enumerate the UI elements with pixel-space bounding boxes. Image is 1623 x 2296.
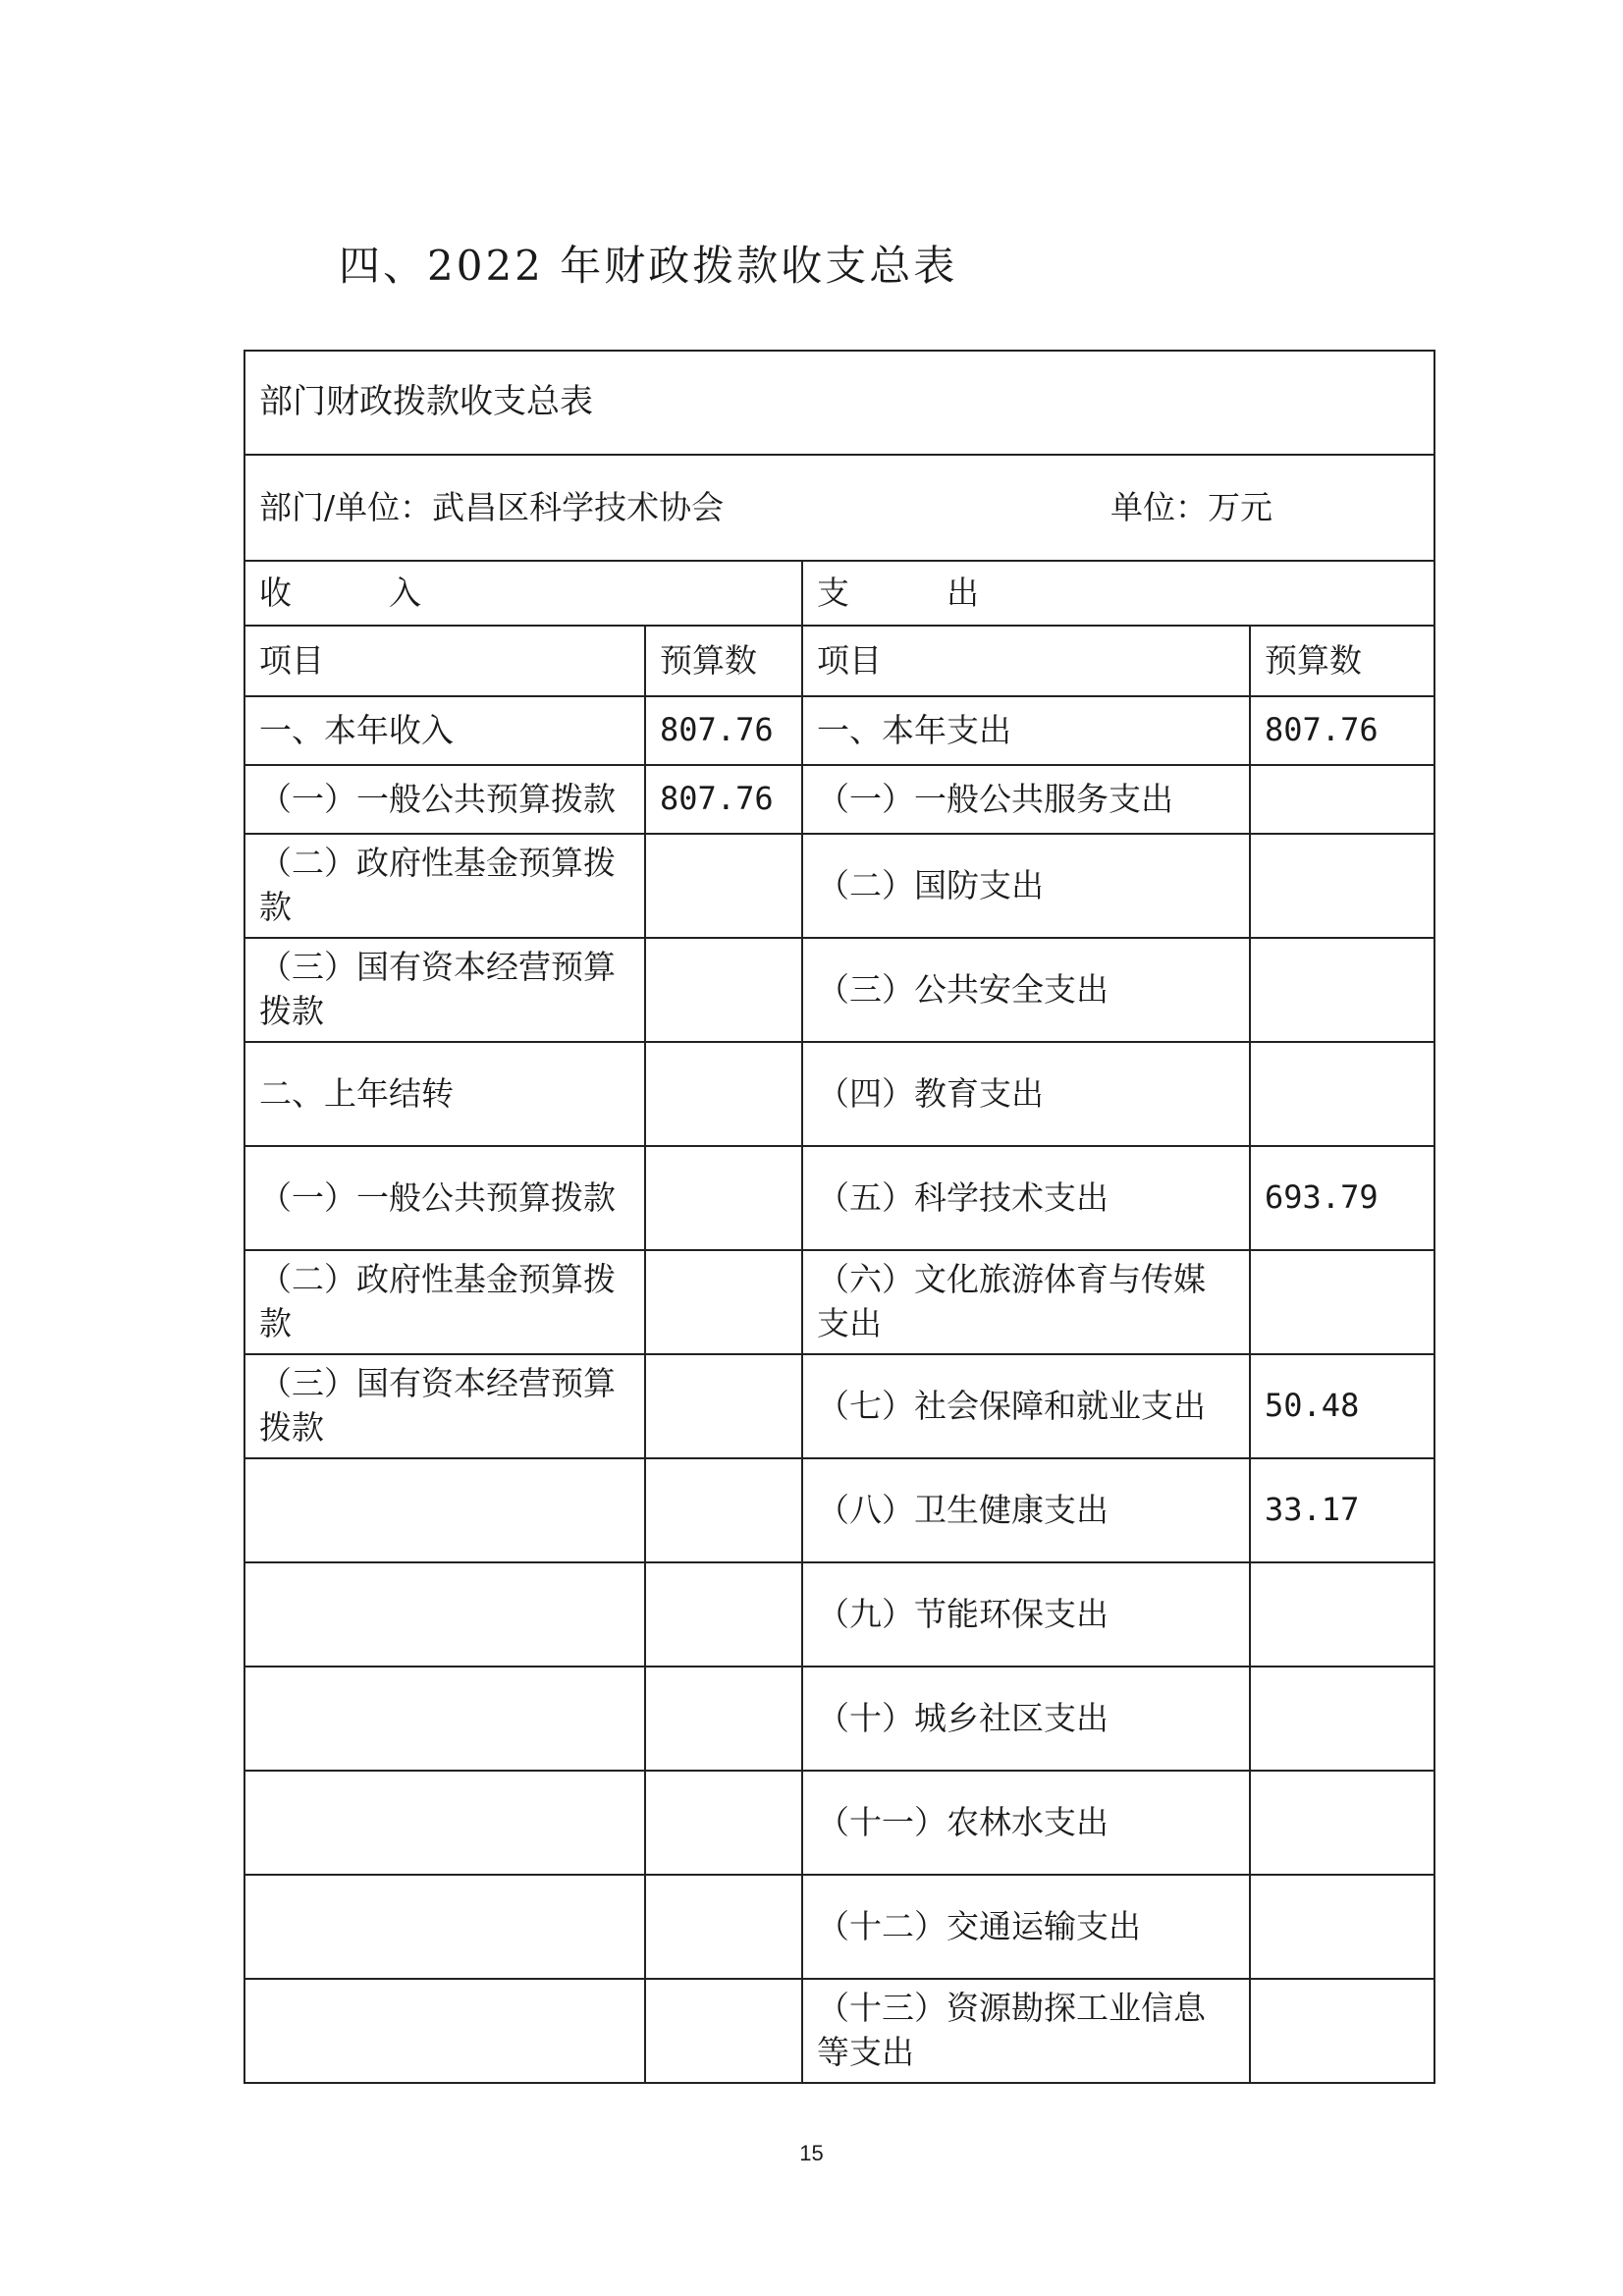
expense-item-col-header: 项目 (802, 626, 1250, 696)
expense-value: 33.17 (1250, 1458, 1434, 1562)
income-item: （二）政府性基金预算拨款 (244, 1250, 645, 1354)
table-title: 部门财政拨款收支总表 (244, 351, 1434, 455)
income-value (645, 1042, 802, 1146)
income-item (244, 1667, 645, 1771)
income-value (645, 1979, 802, 2083)
expense-value (1250, 1562, 1434, 1667)
expense-item: （六）文化旅游体育与传媒支出 (802, 1250, 1250, 1354)
income-value (645, 1562, 802, 1667)
income-value (645, 1875, 802, 1979)
table-row (244, 1354, 1434, 1458)
table-row (244, 1562, 1434, 1667)
expense-value (1250, 938, 1434, 1042)
expense-header: 支 出 (802, 561, 1434, 626)
income-item (244, 1458, 645, 1562)
income-value (645, 1250, 802, 1354)
table-meta (244, 455, 1434, 561)
expense-item: （三）公共安全支出 (802, 938, 1250, 1042)
expense-value (1250, 1979, 1434, 2083)
expense-value (1250, 1667, 1434, 1771)
income-budget-col-header: 预算数 (645, 626, 802, 696)
income-value (645, 1771, 802, 1875)
expense-item: （十三）资源勘探工业信息等支出 (802, 1979, 1250, 2083)
expense-value (1250, 1771, 1434, 1875)
income-value: 807.76 (645, 696, 802, 765)
expense-item: （五）科学技术支出 (802, 1146, 1250, 1250)
expense-value (1250, 834, 1434, 938)
table-row (244, 1042, 1434, 1146)
table-row (244, 1979, 1434, 2083)
income-item (244, 1875, 645, 1979)
page-number: 15 (799, 2141, 824, 2165)
expense-value (1250, 1250, 1434, 1354)
department-label: 部门/单位：武昌区科学技术协会 (259, 487, 725, 526)
income-item (244, 1771, 645, 1875)
expense-item: （十）城乡社区支出 (802, 1667, 1250, 1771)
income-value (645, 1667, 802, 1771)
expense-item: （二）国防支出 (802, 834, 1250, 938)
expense-value (1250, 1042, 1434, 1146)
table-row (244, 1667, 1434, 1771)
income-item: （一）一般公共预算拨款 (244, 765, 645, 834)
expense-item: 一、本年支出 (802, 696, 1250, 765)
budget-table (243, 350, 1435, 2084)
expense-item: （四）教育支出 (802, 1042, 1250, 1146)
expense-item: （九）节能环保支出 (802, 1562, 1250, 1667)
expense-item: （十二）交通运输支出 (802, 1875, 1250, 1979)
page-heading: 四、2022 年财政拨款收支总表 (339, 242, 958, 290)
table-row (244, 1458, 1434, 1562)
unit-label: 单位：万元 (1110, 487, 1272, 526)
income-value: 807.76 (645, 765, 802, 834)
income-item: （一）一般公共预算拨款 (244, 1146, 645, 1250)
expense-value: 50.48 (1250, 1354, 1434, 1458)
expense-value: 693.79 (1250, 1146, 1434, 1250)
income-value (645, 1354, 802, 1458)
expense-item: （八）卫生健康支出 (802, 1458, 1250, 1562)
table-row (244, 834, 1434, 938)
table-row (244, 765, 1434, 834)
income-item: 一、本年收入 (244, 696, 645, 765)
income-item-col-header: 项目 (244, 626, 645, 696)
table-row (244, 1875, 1434, 1979)
expense-value (1250, 1875, 1434, 1979)
table-row (244, 938, 1434, 1042)
income-item: （三）国有资本经营预算拨款 (244, 1354, 645, 1458)
table-row (244, 1146, 1434, 1250)
income-item (244, 1562, 645, 1667)
income-value (645, 938, 802, 1042)
income-item: （三）国有资本经营预算拨款 (244, 938, 645, 1042)
table-row (244, 1771, 1434, 1875)
income-value (645, 1458, 802, 1562)
expense-item: （七）社会保障和就业支出 (802, 1354, 1250, 1458)
expense-value (1250, 765, 1434, 834)
income-value (645, 834, 802, 938)
income-header: 收 入 (244, 561, 802, 626)
income-value (645, 1146, 802, 1250)
expense-item: （十一）农林水支出 (802, 1771, 1250, 1875)
income-item: （二）政府性基金预算拨款 (244, 834, 645, 938)
table-row (244, 1250, 1434, 1354)
expense-item: （一）一般公共服务支出 (802, 765, 1250, 834)
income-item (244, 1979, 645, 2083)
income-item: 二、上年结转 (244, 1042, 645, 1146)
expense-value: 807.76 (1250, 696, 1434, 765)
expense-budget-col-header: 预算数 (1250, 626, 1434, 696)
table-row (244, 696, 1434, 765)
